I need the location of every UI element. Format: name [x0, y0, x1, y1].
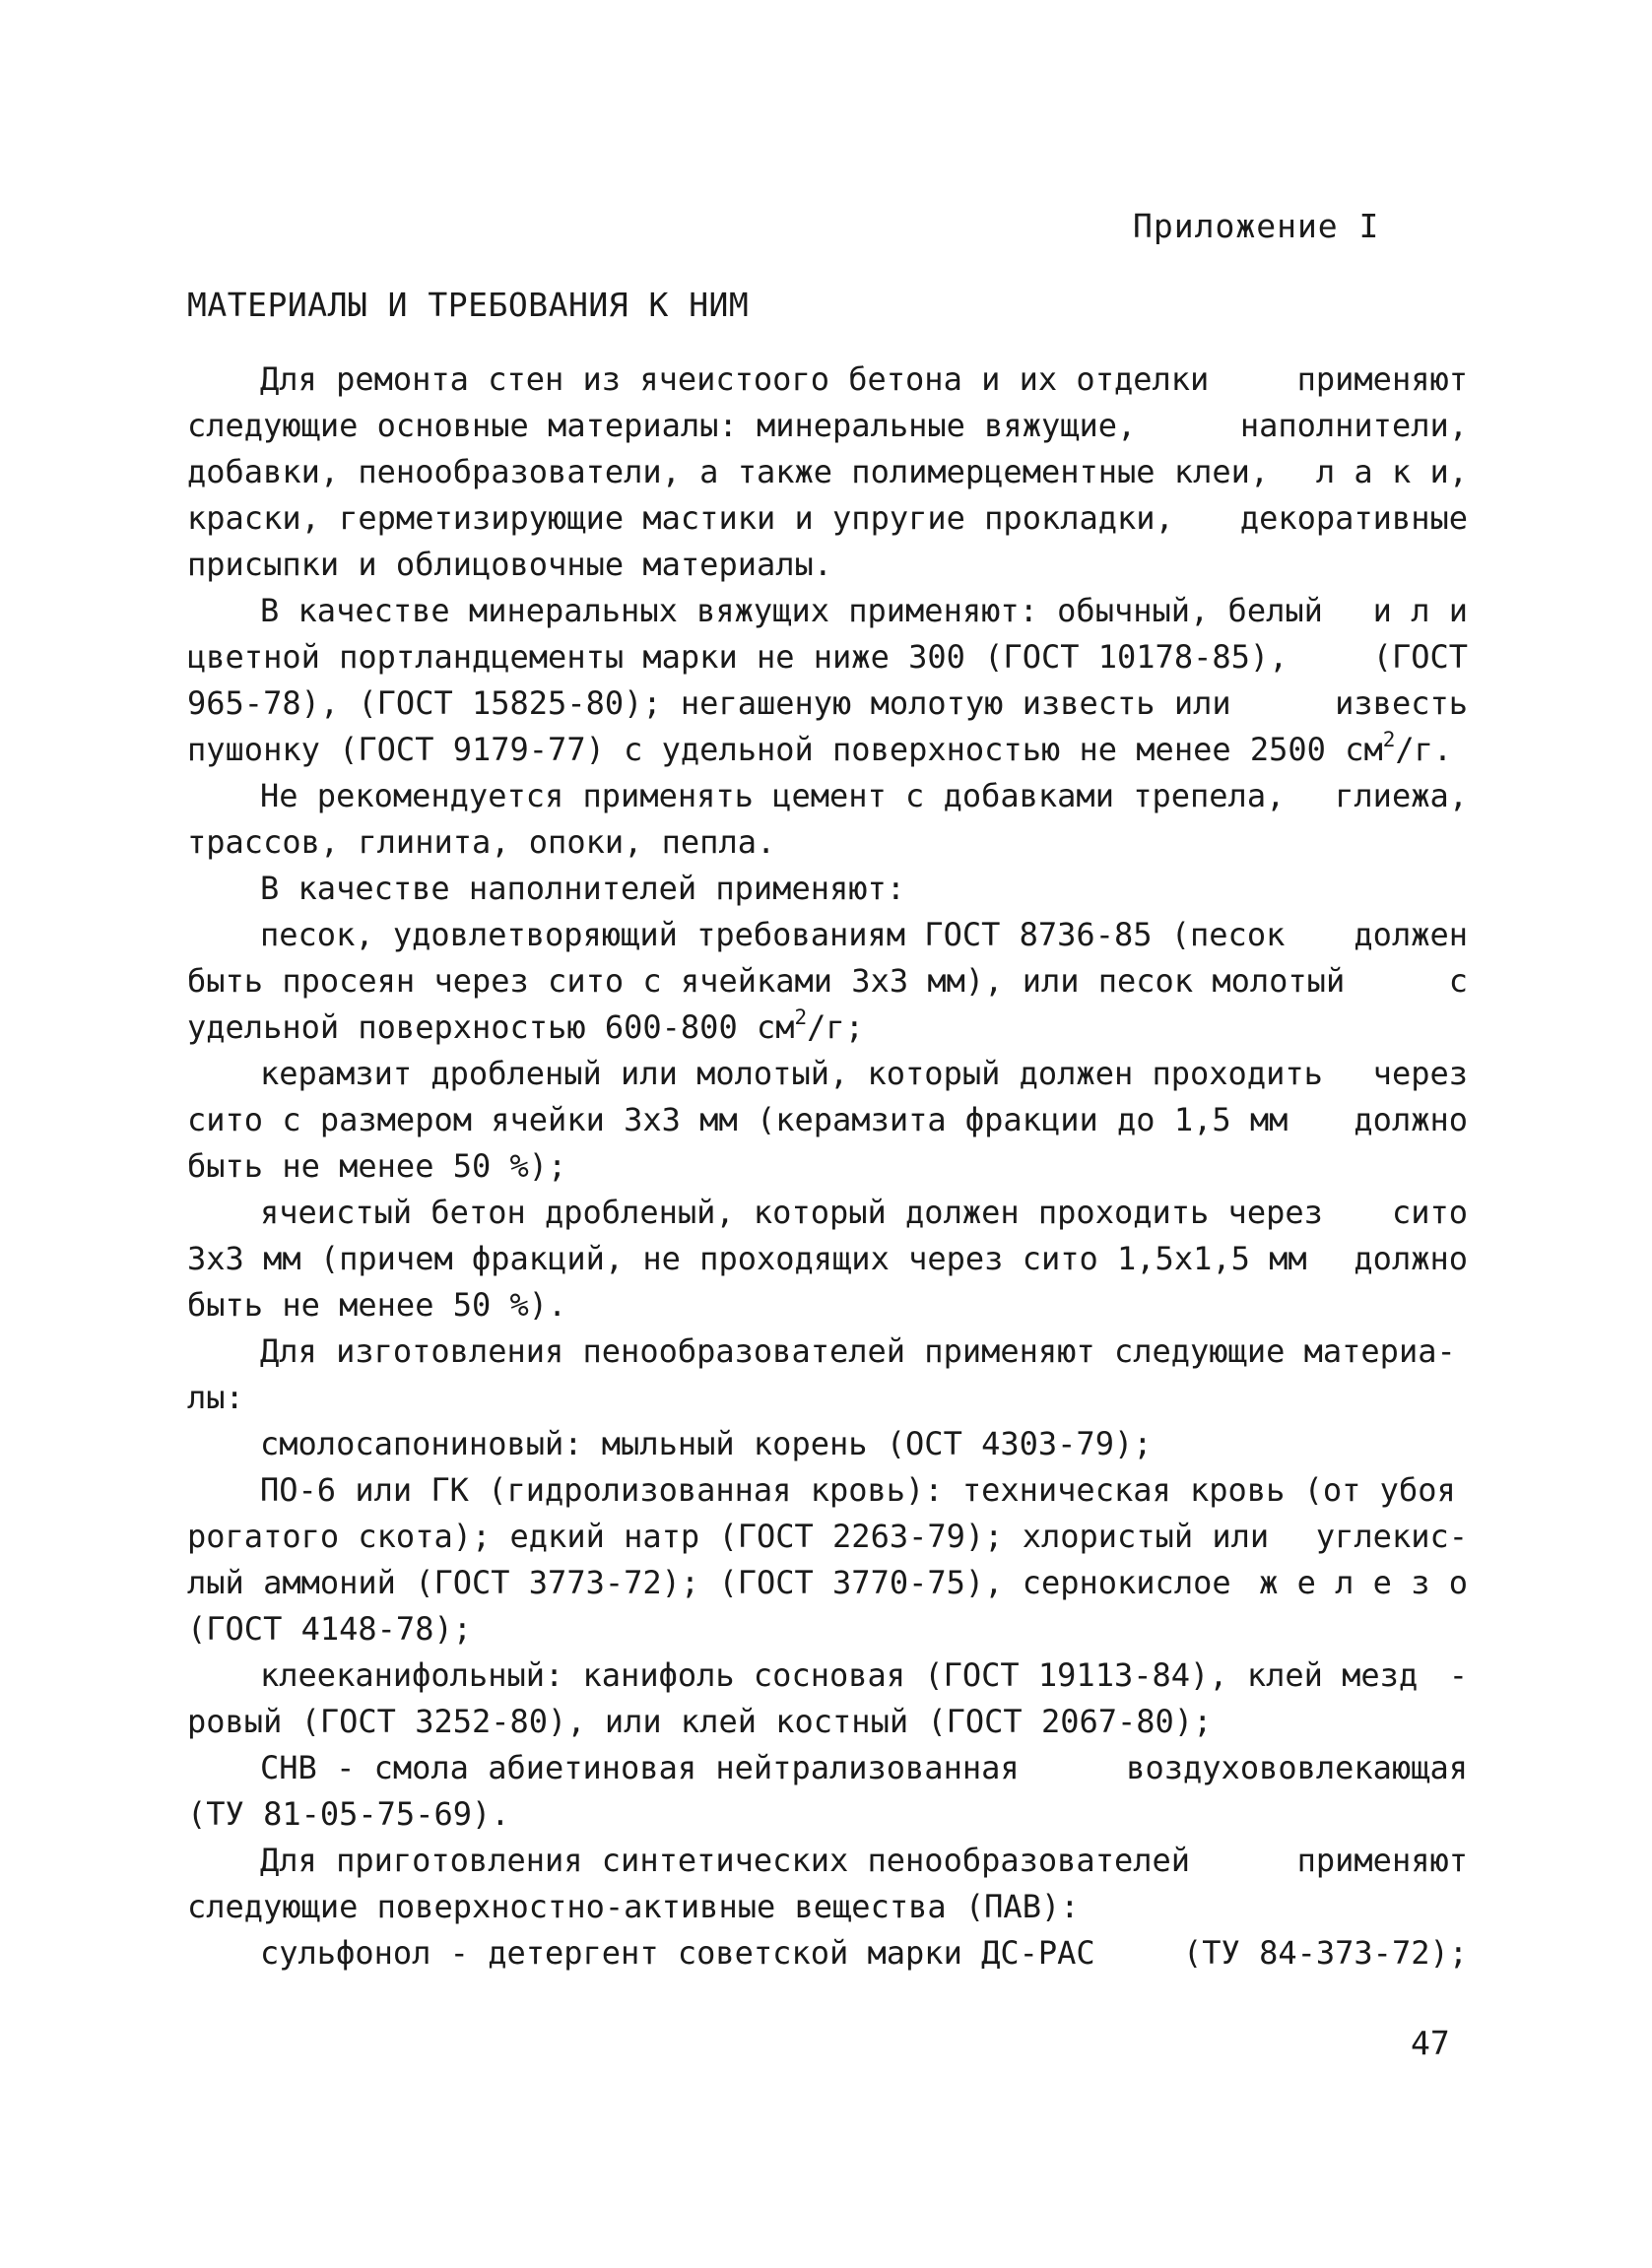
text-line: В качестве наполнителей применяют:	[260, 870, 906, 907]
document-body	[187, 356, 1468, 1976]
text-line: ячеистый бетон дробленый, который должен проходить через сито	[260, 1194, 1468, 1231]
text-line: сульфонол - детергент советской марки ДС-РАС (ТУ 84-373-72);	[260, 1934, 1468, 1972]
text-line: быть не менее 50 %).	[187, 1286, 567, 1324]
text-line: В качестве минеральных вяжущих применяют: обычный, белый и л и	[260, 592, 1468, 629]
text-line: песок, удовлетворяющий требованиям ГОСТ 8736-85 (песок должен	[260, 916, 1468, 953]
superscript: 2	[1382, 728, 1396, 751]
text-line: клееканифольный: канифоль сосновая (ГОСТ 19113-84), клей мезд -	[260, 1656, 1468, 1694]
text-line: ПО-6 или ГК (гидролизованная кровь): техническая кровь (от убоя	[260, 1471, 1456, 1509]
text-line: (ГОСТ 4148-78);	[187, 1610, 472, 1648]
text-line: Не рекомендуется применять цемент с добавками трепела, глиежа,	[260, 777, 1468, 814]
text-line: керамзит дробленый или молотый, который должен проходить через	[260, 1055, 1468, 1092]
section-heading: МАТЕРИАЛЫ И ТРЕБОВАНИЯ К НИМ	[187, 286, 750, 324]
text-line: пушонку (ГОСТ 9179-77) с удельной поверхностью не менее 2500 $см^2/г$.	[187, 728, 1453, 768]
text-line: рогатого скота); едкий натр (ГОСТ 2263-79); хлористый или углекис-	[187, 1518, 1468, 1555]
superscript: 2	[794, 1005, 808, 1029]
text-line: быть не менее 50 %);	[187, 1147, 567, 1185]
text-line: (ТУ 81-05-75-69).	[187, 1795, 510, 1833]
text-line: быть просеян через сито с ячейками 3х3 мм), или песок молотый с	[187, 962, 1468, 1000]
text-line: 3х3 мм (причем фракций, не проходящих через сито 1,5х1,5 мм должно	[187, 1240, 1468, 1277]
page-number: 47	[1411, 2024, 1450, 2062]
text-line: удельной поверхностью 600-800 $см^2/г$;	[187, 1005, 864, 1046]
appendix-label: Приложение I	[1133, 207, 1380, 245]
text-line: трассов, глинита, опоки, пепла.	[187, 823, 776, 861]
text-line: Для изготовления пенообразователей применяют следующие материа-	[260, 1332, 1456, 1370]
text-line: СНВ - смола абиетиновая нейтрализованная воздухововлекающая	[260, 1749, 1468, 1786]
text-line: сито с размером ячейки 3х3 мм (керамзита фракции до 1,5 мм должно	[187, 1101, 1468, 1138]
text-line: 965-78), (ГОСТ 15825-80); негашеную молотую известь или известь	[187, 684, 1468, 722]
text-line: Для ремонта стен из ячеистоого бетона и их отделки применяют	[260, 360, 1468, 398]
text-line: лый аммоний (ГОСТ 3773-72); (ГОСТ 3770-75), сернокислое ж е л е з о	[187, 1564, 1468, 1601]
text-line: краски, герметизирующие мастики и упругие прокладки, декоративные	[187, 499, 1468, 537]
text-line: ровый (ГОСТ 3252-80), или клей костный (ГОСТ 2067-80);	[187, 1703, 1213, 1740]
text-line: следующие основные материалы: минеральные вяжущие, наполнители,	[187, 407, 1468, 444]
text-line: Для приготовления синтетических пенообразователей применяют	[260, 1842, 1468, 1879]
text-line: присыпки и облицовочные материалы.	[187, 546, 833, 583]
text-line: лы:	[187, 1379, 244, 1416]
text-line: смолосапониновый: мыльный корень (ОСТ 4303-79);	[260, 1425, 1153, 1462]
text-line: следующие поверхностно-активные вещества (ПАВ):	[187, 1888, 1080, 1925]
text-line: цветной портландцементы марки не ниже 300 (ГОСТ 10178-85), (ГОСТ	[187, 638, 1468, 676]
text-line: добавки, пенообразователи, а также полимерцементные клеи, л а к и,	[187, 453, 1468, 490]
